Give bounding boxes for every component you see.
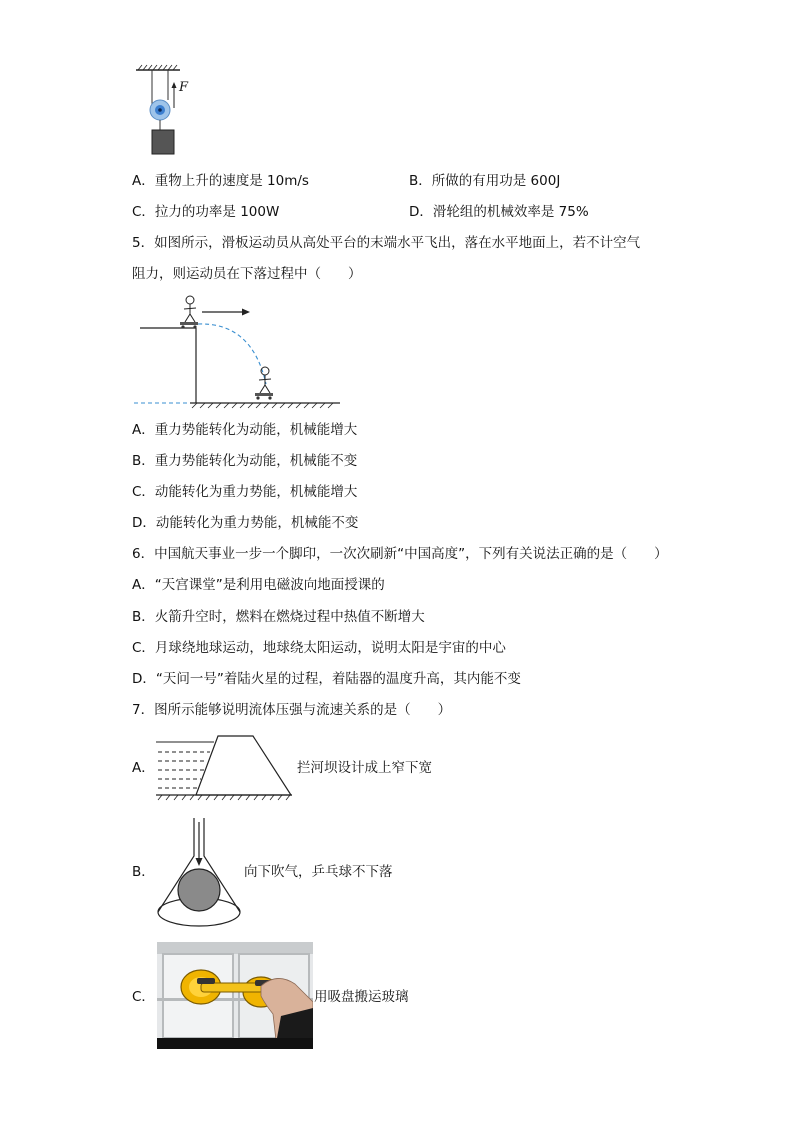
q6-option-a: A．“天宫课堂”是利用电磁波向地面授课的 [132,577,385,593]
q6-stem: 6．中国航天事业一步一个脚印，一次次刷新“中国高度”，下列有关说法正确的是（ ） [132,546,668,562]
suction-cup-photo [157,942,313,1049]
q5-option-a: A．重力势能转化为动能，机械能增大 [132,422,358,438]
q4-option-d: D．滑轮组的机械效率是 75% [409,204,589,220]
q4-option-a: A．重物上升的速度是 10m/s [132,173,309,189]
q7-option-a-letter: A． [132,760,155,776]
q6-option-d: D．“天问一号”着陆火星的过程，着陆器的温度升高，其内能不变 [132,671,521,687]
q7-stem: 7．图所示能够说明流体压强与流速关系的是（ ） [132,702,452,718]
q5-option-c: C．动能转化为重力势能，机械能增大 [132,484,358,500]
q5-stem-line1: 5．如图所示，滑板运动员从高处平台的末端水平飞出，落在水平地面上，若不计空气 [132,235,641,251]
funnel-figure [154,816,244,930]
q5-option-d: D．动能转化为重力势能，机械能不变 [132,515,359,531]
dam-figure [156,732,296,802]
force-label: F [179,80,189,95]
q7-option-b-caption: 向下吹气，乒乓球不下落 [244,864,393,880]
q6-option-b: B．火箭升空时，燃料在燃烧过程中热值不断增大 [132,609,425,625]
q5-stem-line2: 阻力，则运动员在下落过程中（ ） [132,266,362,282]
q6-option-c: C．月球绕地球运动，地球绕太阳运动，说明太阳是宇宙的中心 [132,640,506,656]
skateboarder-figure [134,292,344,410]
q7-option-b-letter: B． [132,864,155,880]
q7-option-c-letter: C． [132,989,155,1005]
q4-option-c: C．拉力的功率是 100W [132,204,280,220]
q7-option-c-caption: 用吸盘搬运玻璃 [314,989,409,1005]
q4-option-b: B．所做的有用功是 600J [409,173,561,189]
q7-option-a-caption: 拦河坝设计成上窄下宽 [297,760,432,776]
q5-option-b: B．重力势能转化为动能，机械能不变 [132,453,358,469]
